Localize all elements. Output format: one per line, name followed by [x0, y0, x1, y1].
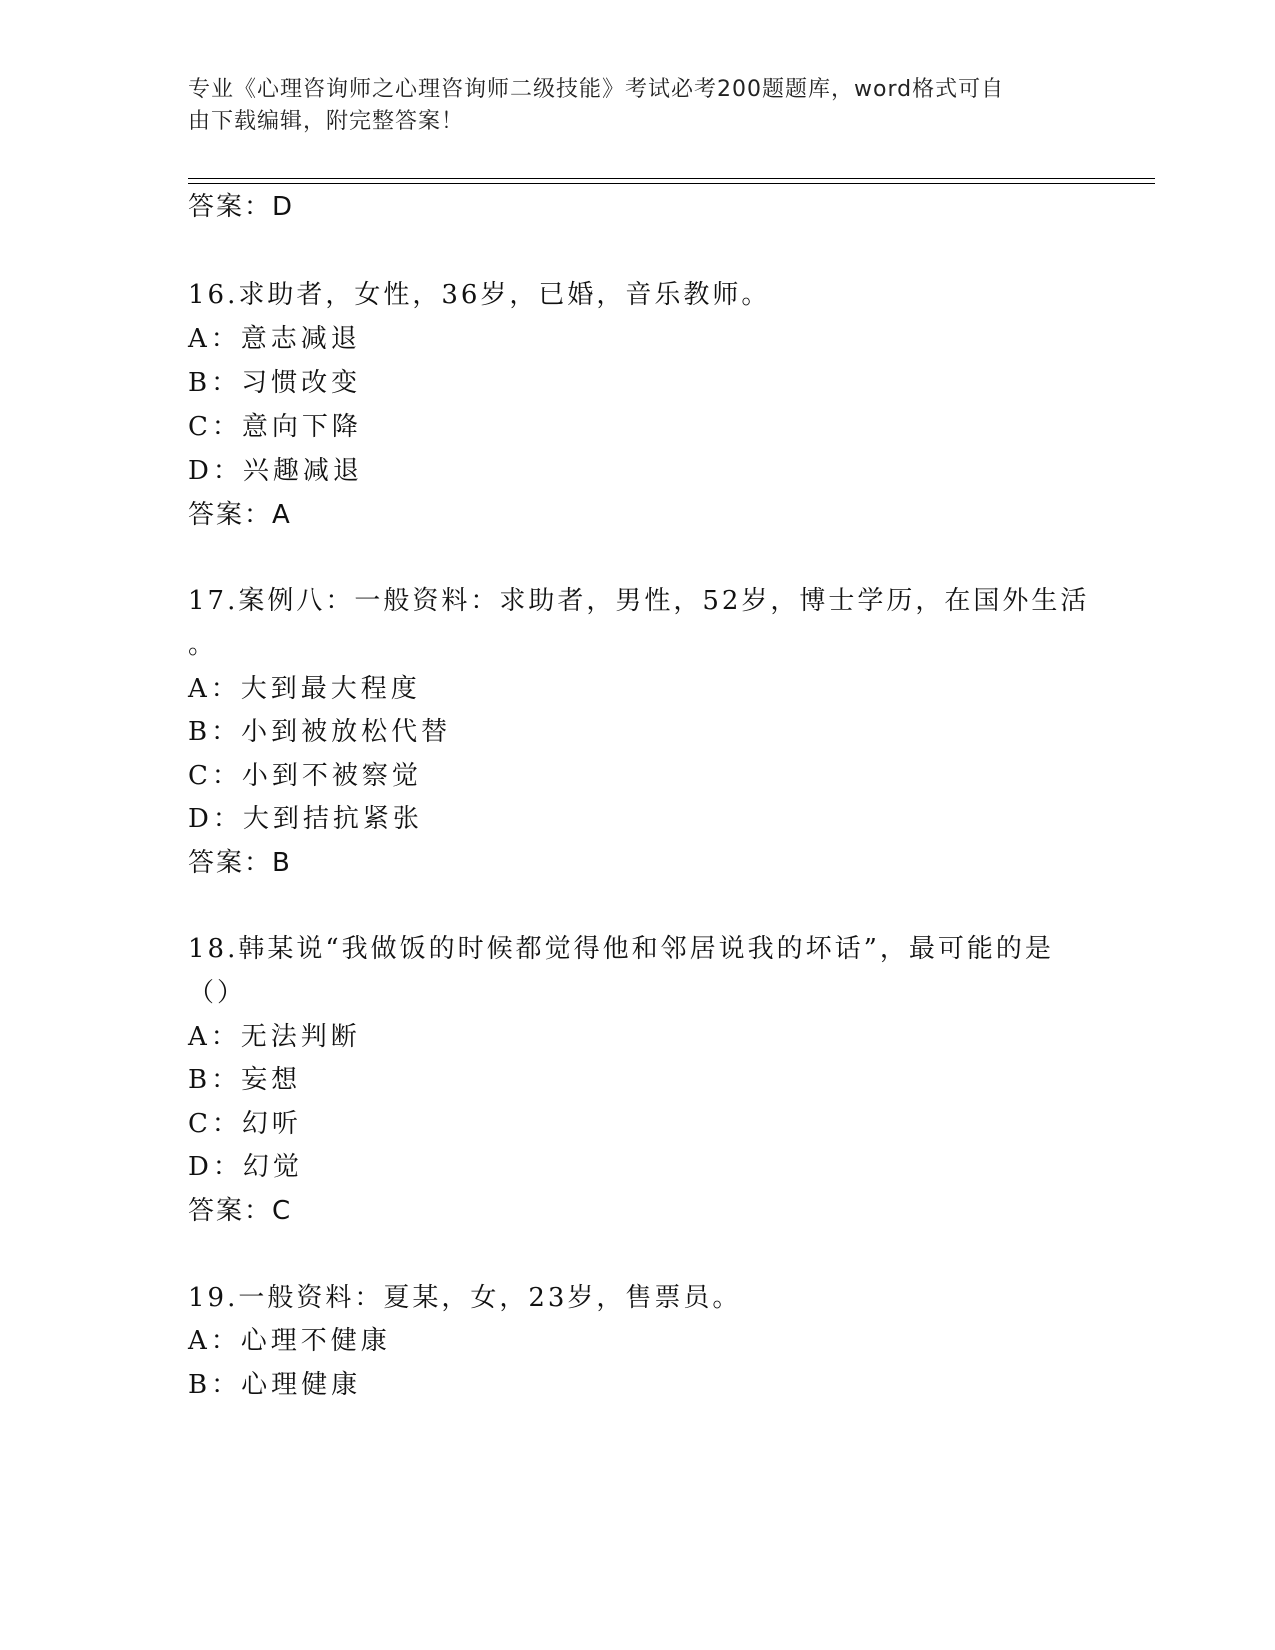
question-17-option-b: B：小到被放松代替 — [188, 717, 452, 747]
question-16-option-d: D：兴趣减退 — [188, 456, 363, 486]
question-16-option-c: C：意向下降 — [188, 412, 362, 442]
question-17-option-a: A：大到最大程度 — [188, 674, 421, 704]
answer-q18: 答案：C — [188, 1196, 293, 1226]
answer-q17: 答案：B — [188, 848, 292, 878]
question-19-text: 19.一般资料：夏某，女，23岁，售票员。 — [188, 1283, 742, 1313]
header-divider-top — [188, 178, 1155, 179]
question-19-option-a: A：心理不健康 — [188, 1326, 391, 1356]
question-16-option-b: B：习惯改变 — [188, 368, 362, 398]
question-16-text: 16.求助者，女性，36岁，已婚，音乐教师。 — [188, 280, 771, 310]
question-16-option-a: A：意志减退 — [188, 324, 361, 354]
question-18-text: 18.韩某说“我做饭的时候都觉得他和邻居说我的坏话”，最可能的是 — [188, 934, 1054, 964]
header-line-1: 专业《心理咨询师之心理咨询师二级技能》考试必考200题题库，word格式可自 — [188, 77, 1005, 102]
answer-q16: 答案：A — [188, 500, 292, 530]
header-line-2: 由下载编辑，附完整答案！ — [188, 109, 465, 134]
header-divider-bottom — [188, 183, 1155, 184]
answer-q15: 答案：D — [188, 192, 295, 222]
question-18-text-continued: （） — [188, 978, 247, 1008]
question-19-option-b: B：心理健康 — [188, 1370, 362, 1400]
question-17-option-c: C：小到不被察觉 — [188, 761, 422, 791]
question-18-option-b: B：妄想 — [188, 1065, 302, 1095]
question-18-option-a: A：无法判断 — [188, 1022, 361, 1052]
question-18-option-c: C：幻听 — [188, 1109, 302, 1139]
question-17-option-d: D：大到拮抗紧张 — [188, 804, 423, 834]
document-header — [188, 74, 1068, 138]
question-17-text-continued: 。 — [188, 630, 218, 660]
question-18-option-d: D：幻觉 — [188, 1152, 303, 1182]
question-17-text: 17.案例八：一般资料：求助者，男性，52岁，博士学历，在国外生活 — [188, 586, 1090, 616]
